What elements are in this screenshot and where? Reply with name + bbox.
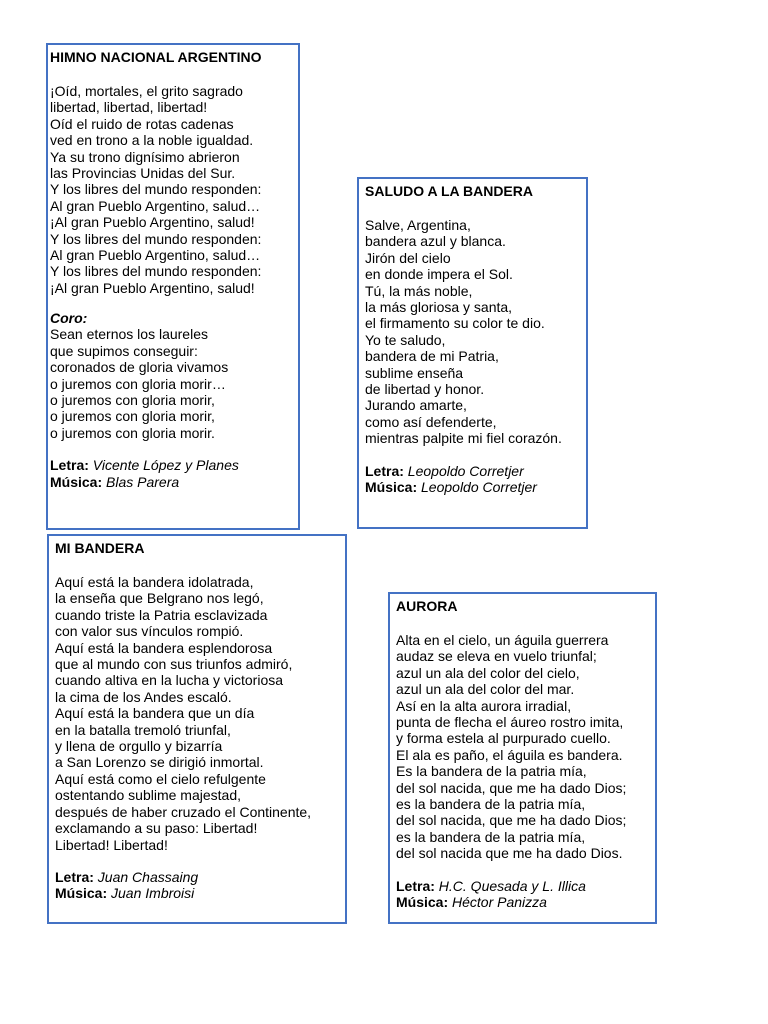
musica-composer: Héctor Panizza bbox=[452, 894, 547, 911]
coro-line: o juremos con gloria morir, bbox=[50, 408, 215, 425]
musica-label: Música: bbox=[50, 473, 103, 490]
verse-line: y llena de orgullo y bizarría bbox=[55, 738, 223, 755]
verse-line: Aquí está la bandera esplendorosa bbox=[55, 639, 273, 656]
verse-line: la enseña que Belgrano nos legó, bbox=[55, 590, 264, 607]
verse-line: del sol nacida que me ha dado Dios. bbox=[396, 845, 623, 862]
verse-line: en la batalla tremoló triunfal, bbox=[55, 721, 231, 738]
verse-line: del sol nacida, que me ha dado Dios; bbox=[396, 812, 627, 829]
verse-line: es la bandera de la patria mía, bbox=[396, 828, 586, 845]
letra-label: Letra: bbox=[396, 877, 435, 894]
letra-author: H.C. Quesada y L. Illica bbox=[438, 877, 586, 894]
verse-line: Así en la alta aurora irradial, bbox=[396, 697, 572, 714]
verse-line: sublime enseña bbox=[365, 364, 464, 381]
verse-line: Aquí está la bandera que un día bbox=[55, 705, 255, 722]
verse-line: Libertad! Libertad! bbox=[55, 836, 168, 853]
verse-line: con valor sus vínculos rompió. bbox=[55, 623, 244, 640]
verse-line: azul un ala del color del cielo, bbox=[396, 664, 580, 681]
coro-line: que supimos conseguir: bbox=[50, 342, 198, 359]
aurora-verses bbox=[396, 632, 655, 862]
verse-line: Oíd el ruido de rotas cadenas bbox=[50, 115, 234, 132]
verse-line: Tú, la más noble, bbox=[365, 282, 473, 299]
saludo-verses bbox=[365, 217, 586, 447]
verse-line: Es la bandera de la patria mía, bbox=[396, 763, 587, 780]
mi-bandera-title: MI BANDERA bbox=[55, 540, 145, 556]
coro-verses bbox=[50, 326, 298, 441]
letra-credit bbox=[50, 457, 298, 474]
verse-line: Jurando amarte, bbox=[365, 397, 467, 414]
verse-line: ostentando sublime majestad, bbox=[55, 787, 241, 804]
letra-credit bbox=[55, 869, 345, 886]
verse-line: a San Lorenzo se dirigió inmortal. bbox=[55, 754, 264, 771]
verse-line: Y los libres del mundo responden: bbox=[50, 263, 262, 280]
aurora-box bbox=[388, 592, 657, 924]
verse-line: El ala es paño, el águila es bandera. bbox=[396, 746, 623, 763]
verse-line: Y los libres del mundo responden: bbox=[50, 230, 262, 247]
letra-label: Letra: bbox=[55, 868, 94, 885]
letra-author: Vicente López y Planes bbox=[92, 457, 239, 474]
saludo-credits bbox=[365, 463, 586, 496]
verse-line: la más gloriosa y santa, bbox=[365, 299, 513, 316]
musica-label: Música: bbox=[396, 894, 449, 911]
musica-label: Música: bbox=[365, 479, 418, 496]
verse-line: ¡Oíd, mortales, el grito sagrado bbox=[50, 83, 243, 99]
letra-credit bbox=[396, 878, 655, 895]
coro-line: Sean eternos los laureles bbox=[50, 326, 208, 343]
coro-line: o juremos con gloria morir. bbox=[50, 424, 215, 441]
verse-line: cuando triste la Patria esclavizada bbox=[55, 606, 268, 623]
musica-composer: Leopoldo Corretjer bbox=[421, 479, 537, 496]
musica-label: Música: bbox=[55, 885, 108, 902]
verse-line: bandera azul y blanca. bbox=[365, 233, 506, 250]
musica-credit bbox=[55, 885, 345, 902]
himno-verses bbox=[50, 83, 298, 296]
musica-composer: Juan Imbroisi bbox=[111, 885, 195, 902]
coro-line: o juremos con gloria morir… bbox=[50, 375, 226, 392]
aurora-title: AURORA bbox=[396, 598, 458, 614]
verse-line: mientras palpite mi fiel corazón. bbox=[365, 430, 562, 447]
musica-credit bbox=[365, 479, 586, 496]
coro-label: Coro: bbox=[50, 310, 88, 327]
verse-line: azul un ala del color del mar. bbox=[396, 681, 575, 698]
coro-line: o juremos con gloria morir, bbox=[50, 391, 215, 408]
letra-label: Letra: bbox=[50, 457, 89, 474]
verse-line: bandera de mi Patria, bbox=[365, 348, 499, 365]
letra-author: Leopoldo Corretjer bbox=[407, 462, 524, 479]
verse-line: ¡Al gran Pueblo Argentino, salud! bbox=[50, 214, 255, 231]
verse-line: ¡Al gran Pueblo Argentino, salud! bbox=[50, 279, 255, 296]
verse-line: después de haber cruzado el Continente, bbox=[55, 803, 312, 820]
verse-line: las Provincias Unidas del Sur. bbox=[50, 165, 236, 182]
verse-line: punta de flecha el áureo rostro imita, bbox=[396, 714, 624, 731]
verse-line: cuando altiva en la lucha y victoriosa bbox=[55, 672, 284, 689]
mi-bandera-box bbox=[47, 534, 347, 924]
musica-credit bbox=[396, 894, 655, 911]
saludo-title: SALUDO A LA BANDERA bbox=[365, 183, 533, 199]
verse-line: que al mundo con sus triunfos admiró, bbox=[55, 656, 293, 673]
verse-line: el firmamento su color te dio. bbox=[365, 315, 545, 332]
coro-line: coronados de gloria vivamos bbox=[50, 359, 229, 376]
verse-line: de libertad y honor. bbox=[365, 381, 485, 398]
verse-line: en donde impera el Sol. bbox=[365, 266, 513, 283]
himno-credits bbox=[50, 457, 298, 490]
saludo-bandera-box bbox=[357, 177, 588, 529]
verse-line: Al gran Pueblo Argentino, salud… bbox=[50, 197, 261, 214]
verse-line: ved en trono a la noble igualdad. bbox=[50, 132, 254, 149]
verse-line: Alta en el cielo, un águila guerrera bbox=[396, 632, 609, 648]
verse-line: Aquí está como el cielo refulgente bbox=[55, 770, 266, 787]
verse-line: y forma estela al purpurado cuello. bbox=[396, 730, 611, 747]
verse-line: exclamando a su paso: Libertad! bbox=[55, 820, 258, 837]
verse-line: Ya su trono dignísimo abrieron bbox=[50, 148, 240, 165]
musica-credit bbox=[50, 474, 298, 491]
letra-author: Juan Chassaing bbox=[97, 868, 199, 885]
letra-label: Letra: bbox=[365, 462, 404, 479]
mi-bandera-credits bbox=[55, 869, 345, 902]
verse-line: Salve, Argentina, bbox=[365, 217, 471, 233]
verse-line: del sol nacida, que me ha dado Dios; bbox=[396, 779, 627, 796]
verse-line: es la bandera de la patria mía, bbox=[396, 796, 586, 813]
verse-line: Y los libres del mundo responden: bbox=[50, 181, 262, 198]
verse-line: Aquí está la bandera idolatrada, bbox=[55, 574, 254, 590]
verse-line: Yo te saludo, bbox=[365, 331, 446, 348]
himno-nacional-box bbox=[46, 43, 300, 530]
himno-title: HIMNO NACIONAL ARGENTINO bbox=[50, 49, 262, 65]
musica-composer: Blas Parera bbox=[106, 473, 180, 490]
verse-line: Al gran Pueblo Argentino, salud… bbox=[50, 247, 261, 264]
mi-bandera-verses bbox=[55, 574, 345, 853]
aurora-credits bbox=[396, 878, 655, 911]
verse-line: la cima de los Andes escaló. bbox=[55, 688, 232, 705]
verse-line: Jirón del cielo bbox=[365, 249, 451, 266]
verse-line: libertad, libertad, libertad! bbox=[50, 99, 208, 116]
verse-line: audaz se eleva en vuelo triunfal; bbox=[396, 648, 597, 665]
verse-line: como así defenderte, bbox=[365, 413, 497, 430]
letra-credit bbox=[365, 463, 586, 480]
